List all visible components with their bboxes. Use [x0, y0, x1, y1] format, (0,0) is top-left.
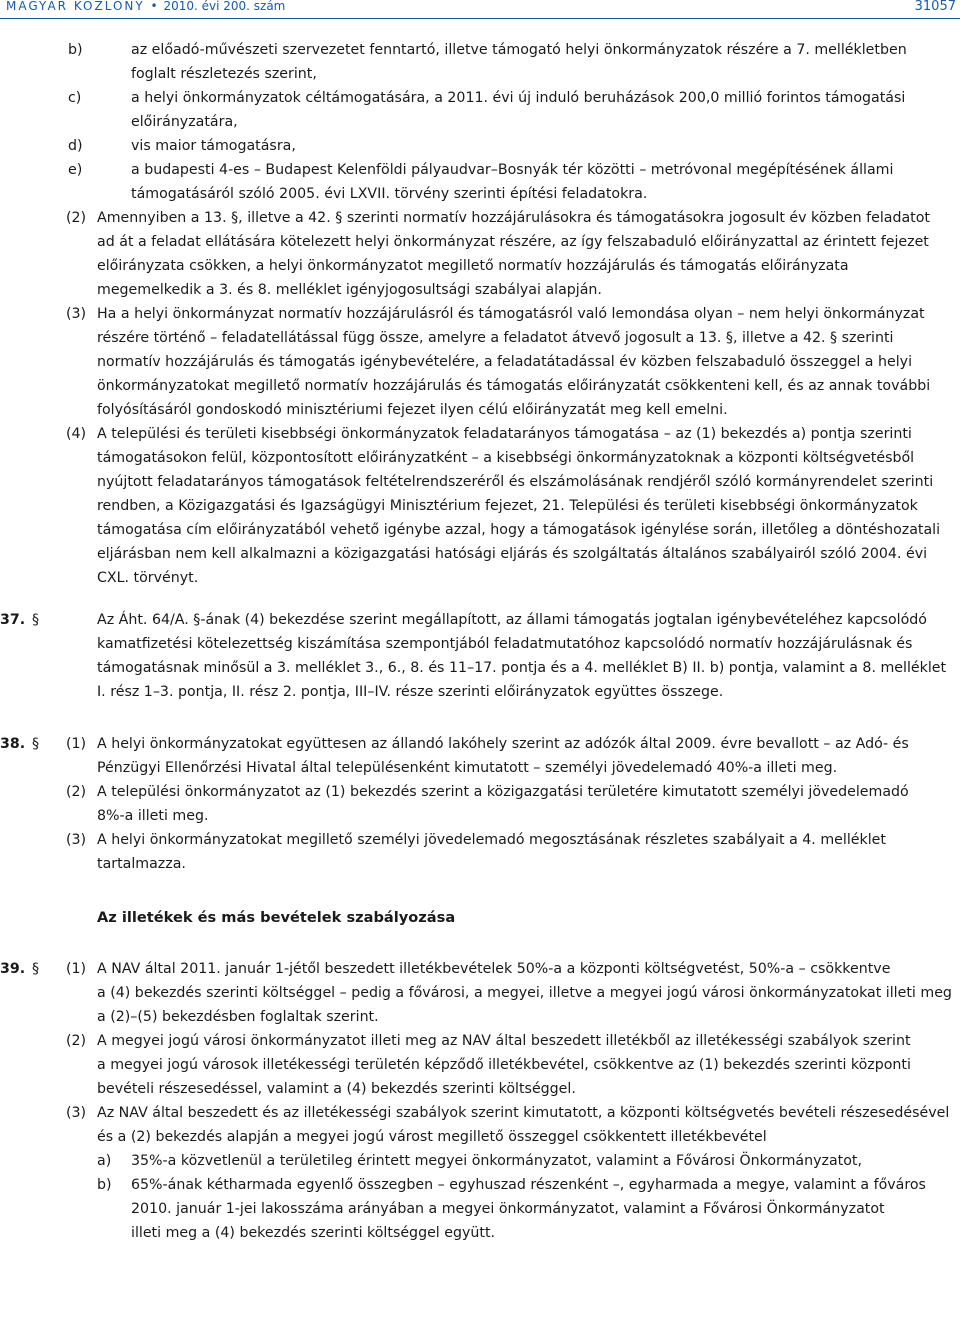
text-line: Az NAV által beszedett és az illetékességi szabályok szerint kimutatott, a központi költségvetés bevételi részesedésével [97, 1105, 950, 1121]
text-line: vis maior támogatásra, [131, 138, 296, 154]
section-37 [0, 608, 960, 704]
issue-label: 2010. évi 200. szám [163, 0, 286, 13]
text-line: normatív hozzájárulás és támogatás igénybevételére, a feladatátadással év közben felszabaduló összeggel a helyi [97, 354, 913, 370]
section-heading: Az illetékek és más bevételek szabályozása [97, 909, 456, 926]
section-39-point-b [0, 1173, 960, 1245]
item-label: b) [68, 42, 83, 58]
paragraph-label: (1) [66, 961, 87, 977]
text-line: a helyi önkormányzatok céltámogatására, a 2011. évi új induló beruházások 200,0 millió forintos támogatási [131, 90, 906, 106]
text-line: kamatfizetési kötelezettség kiszámítása szempontjából feladatmutatóhoz kapcsolódó normatív hozzájárulásnak és [97, 636, 913, 652]
paragraph-2 [0, 206, 960, 302]
journal-name: MAGYAR KÖZLÖNY [6, 0, 145, 13]
text-line: illeti meg a (4) bekezdés szerinti költséggel együtt. [131, 1225, 496, 1241]
text-line: bevételi részesedéssel, valamint a (4) bekezdés szerinti költséggel. [97, 1081, 576, 1097]
text-line: A települési és területi kisebbségi önkormányzatok feladatarányos támogatása – az (1) bekezdés a) pontja szerinti [97, 426, 912, 442]
item-label: e) [68, 162, 83, 178]
text-line: és a (2) bekezdés alapján a megyei jogú várost megillető összeggel csökkentett illetékbevétel [97, 1129, 767, 1145]
text-line: Ha a helyi önkormányzat normatív hozzájárulásról és támogatásról való lemondása olyan – nem helyi önkormányzat [97, 306, 925, 322]
text-line: önkormányzatokat megillető normatív hozzájárulás és támogatás előirányzatát csökkenteni kell, és az annak további [97, 378, 931, 394]
text-line: A települési önkormányzatot az (1) bekezdés szerint a közigazgatási területére kimutatott személyi jövedelemadó [97, 784, 909, 800]
text-line: A megyei jogú városi önkormányzatot illeti meg az NAV által beszedett illetékből az illetékességi szabályok szerint [97, 1033, 911, 1049]
section-38-paragraph-1 [0, 732, 960, 780]
paragraph-label: (3) [66, 306, 87, 322]
text-line: a (4) bekezdés szerinti költséggel – pedig a fővárosi, a megyei, illetve a megyei jogú városi önkormányzatokat illeti meg [97, 985, 952, 1001]
section-39-paragraph-3 [0, 1101, 960, 1149]
text-line: tartalmazza. [97, 856, 186, 872]
section-number: 37. [0, 612, 26, 628]
section-39-point-a [0, 1149, 960, 1173]
text-line: támogatása cím előirányzatából vehető igénybe azzal, hogy a támogatások igénylése során, illetőleg a döntéshozatali [97, 522, 941, 538]
section-39-paragraph-2 [0, 1029, 960, 1101]
text-line: a budapesti 4-es – Budapest Kelenföldi pályaudvar–Bosnyák tér közötti – metróvonal megépítésének állami [131, 162, 894, 178]
page-number: 31057 [914, 0, 956, 14]
paragraph-label: (2) [66, 784, 87, 800]
text-line: előirányzatára, [131, 114, 238, 130]
section-number: 38. [0, 736, 26, 752]
section-sign: § [32, 612, 40, 628]
section-38 [0, 732, 960, 876]
text-line: folyósításáról gondoskodó minisztériumi fejezet ilyen célú előirányzatát meg kell emelni. [97, 402, 728, 418]
section-39 [0, 957, 960, 1245]
page-header [0, 0, 960, 17]
text-line: Az Áht. 64/A. §-ának (4) bekezdése szerint megállapított, az állami támogatás jogtalan igénybevételéhez kapcsolódó [97, 612, 927, 628]
item-label: d) [68, 138, 83, 154]
text-line: az előadó-művészeti szervezetet fenntartó, illetve támogató helyi önkormányzatok részére a 7. mellékletben [131, 42, 907, 58]
section-38-paragraph-3 [0, 828, 960, 876]
section-number: 39. [0, 961, 26, 977]
text-line: eljárásban nem kell alkalmazni a közigazgatási hatósági eljárás és szolgáltatás általános szabályairól szóló 2004. évi [97, 546, 928, 562]
header-bullet: • [150, 0, 158, 13]
section-39-paragraph-1 [0, 957, 960, 1029]
section-sign: § [32, 961, 40, 977]
paragraph-4 [0, 422, 960, 590]
paragraph-label: (3) [66, 832, 87, 848]
text-line: ad át a feladat ellátására kötelezett helyi önkormányzat részére, az így felszabaduló előirányzattal az érintett fejezet [97, 234, 929, 250]
text-line: A helyi önkormányzatokat megillető személyi jövedelemadó megosztásának részletes szabályait a 4. melléklet [97, 832, 886, 848]
journal-title [6, 0, 285, 13]
text-line: részére történő – feladatellátással függ össze, amelyre a feladatot átvevő jogosult a 13. §, illetve a 42. § szerinti [97, 330, 894, 346]
text-line: előirányzata csökken, a helyi önkormányzatot megillető normatív hozzájárulás és támogatás előirányzata [97, 258, 849, 274]
text-line: 65%-ának kétharmada egyenlő összegben – egyhuszad részenként –, egyharmada a megye, valamint a főváros [131, 1177, 926, 1193]
section-38-paragraph-2 [0, 780, 960, 828]
paragraph-label: (3) [66, 1105, 87, 1121]
text-line: 2010. január 1-jei lakosszáma arányában a megyei önkormányzatot, valamint a Fővárosi Önkormányzatot [131, 1201, 885, 1217]
text-line: nyújtott feladatarányos támogatások feltételrendszeréről és elszámolásának rendjéről szóló kormányrendelet szerinti [97, 474, 934, 490]
text-line: támogatásokon felül, központosított előirányzatként – a kisebbségi önkormányzatoknak a központi költségvetésből [97, 450, 915, 466]
item-b [0, 38, 960, 86]
text-line: megemelkedik a 3. és 8. melléklet igényjogosultsági szabályai alapján. [97, 282, 602, 298]
item-d [0, 134, 960, 158]
text-line: foglalt részletezés szerint, [131, 66, 317, 82]
paragraph-label: (1) [66, 736, 87, 752]
text-line: A NAV által 2011. január 1-jétől beszedett illetékbevételek 50%-a a központi költségvetést, 50%-a – csökkentve [97, 961, 891, 977]
text-line: I. rész 1–3. pontja, II. rész 2. pontja, III–IV. része szerinti előirányzatok együttes összege. [97, 684, 724, 700]
text-line: a (2)–(5) bekezdésben foglaltak szerint. [97, 1009, 379, 1025]
item-label: a) [97, 1153, 112, 1169]
item-c [0, 86, 960, 134]
text-line: CXL. törvényt. [97, 570, 199, 586]
item-e [0, 158, 960, 206]
text-line: Amennyiben a 13. §, illetve a 42. § szerinti normatív hozzájárulásokra és támogatásokra jogosult év közben feladatot [97, 210, 930, 226]
item-label: b) [97, 1177, 112, 1193]
paragraph-label: (2) [66, 1033, 87, 1049]
paragraph-label: (2) [66, 210, 87, 226]
text-line: Pénzügyi Ellenőrzési Hivatal által településenként kimutatott – személyi jövedelemadó 40%-a illeti meg. [97, 760, 838, 776]
paragraph-label: (4) [66, 426, 87, 442]
text-line: 8%-a illeti meg. [97, 808, 209, 824]
text-line: rendben, a Közigazgatási és Igazságügyi Minisztérium fejezet, 21. Települési és területi kisebbségi önkormányzatok [97, 498, 918, 514]
text-line: támogatásnak minősül a 3. melléklet 3., 6., 8. és 11–17. pontja és a 4. melléklet B) II. b) pontja, valamint a 8. melléklet [97, 660, 947, 676]
text-line: A helyi önkormányzatokat együttesen az állandó lakóhely szerint az adózók által 2009. évre bevallott – az Adó- és [97, 736, 909, 752]
text-line: támogatásáról szóló 2005. évi LXVII. törvény szerinti építési feladatokra. [131, 186, 648, 202]
text-line: a megyei jogú városok illetékességi területén képződő illetékbevétel, csökkentve az (1) bekezdés szerinti központi [97, 1057, 911, 1073]
text-line: 35%-a közvetlenül a területileg érintett megyei önkormányzatot, valamint a Fővárosi Önkormányzatot, [131, 1153, 862, 1169]
item-label: c) [68, 90, 82, 106]
document-body [0, 38, 960, 1245]
header-rule [0, 18, 960, 19]
paragraph-3 [0, 302, 960, 422]
section-sign: § [32, 736, 40, 752]
